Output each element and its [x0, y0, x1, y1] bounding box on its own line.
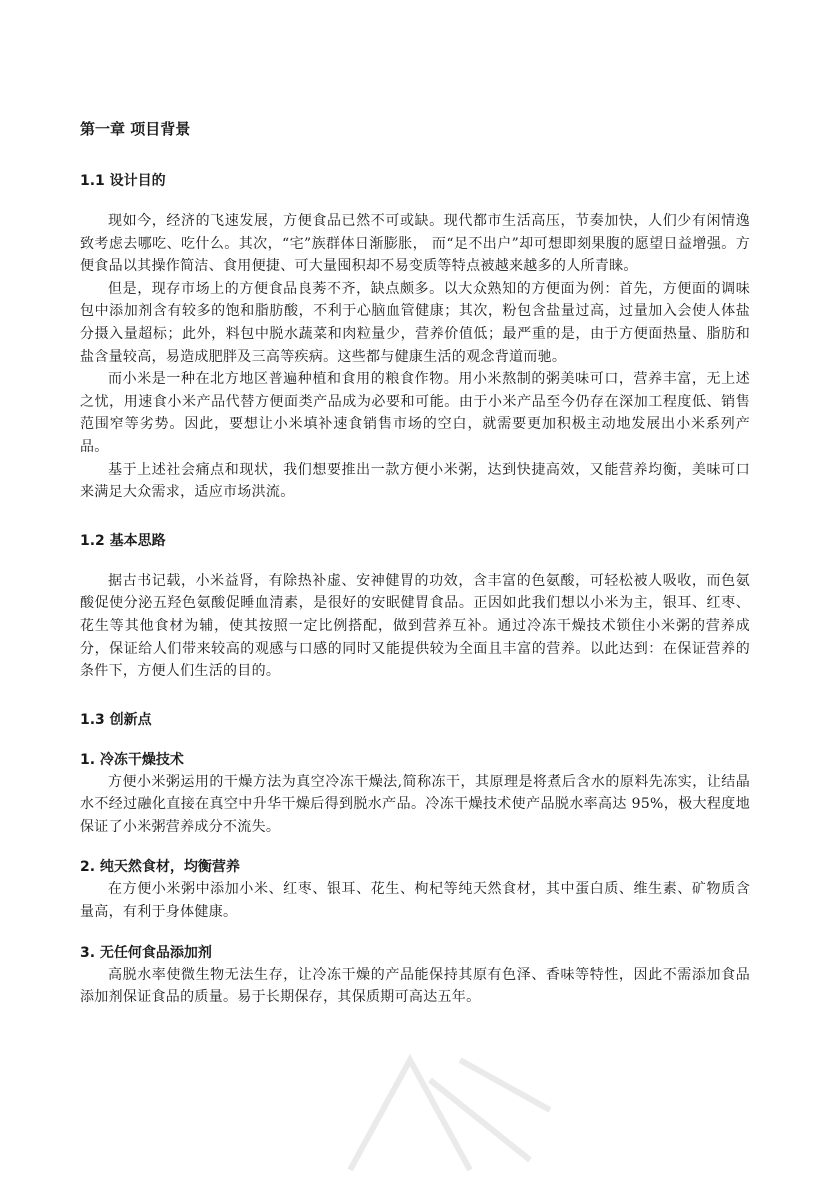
section-design-purpose	[80, 170, 750, 504]
watermark-graphic	[330, 1040, 570, 1180]
paragraph: 但是，现存市场上的方便食品良莠不齐，缺点颇多。以大众熟知的方便面为例：首先，方便面的调味包中添加剂含有较多的饱和脂肪酸，不利于心脑血管健康；其次，粉包含盐量过高，过量加入会使人体盐分摄入量超标；此外，料包中脱水蔬菜和肉粒量少，营养价值低；最严重的是，由于方便面热量、脂肪和盐含量较高，易造成肥胖及三高等疾病。这些都与健康生活的观念背道而驰。	[80, 280, 750, 365]
paragraph: 据古书记载，小米益肾，有除热补虚、安神健胃的功效，含丰富的色氨酸，可轻松被人吸收，而色氨酸促使分泌五羟色氨酸促睡血清素，是很好的安眠健胃食品。正因如此我们想以小米为主，银耳、红枣、花生等其他食材为辅，使其按照一定比例搭配，做到营养互补。通过冷冻干燥技术锁住小米粥的营养成分，保证给人们带来较高的观感与口感的同时又能提供较为全面且丰富的营养。以此达到：在保证营养的条件下，方便人们生活的目的。	[80, 572, 750, 680]
section-heading: 1.2 基本思路	[80, 532, 166, 549]
innovation-title: 1. 冷冻干燥技术	[80, 751, 184, 768]
document-body	[80, 118, 750, 1035]
innovation-title: 3. 无任何食品添加剂	[80, 944, 212, 961]
section-heading: 1.3 创新点	[80, 711, 152, 728]
innovation-title: 2. 纯天然食材，均衡营养	[80, 859, 240, 876]
innovation-item	[80, 942, 750, 1009]
innovation-text: 在方便小米粥中添加小米、红枣、银耳、花生、枸杞等纯天然食材，其中蛋白质、维生素、矿物质含量高，有利于身体健康。	[80, 881, 750, 921]
innovation-text: 高脱水率使微生物无法生存，让冷冻干燥的产品能保持其原有色泽、香味等特性，因此不需添加食品添加剂保证食品的质量。易于长期保存，其保质期可高达五年。	[80, 966, 750, 1006]
paragraph: 基于上述社会痛点和现状，我们想要推出一款方便小米粥，达到快捷高效，又能营养均衡，美味可口来满足大众需求，适应市场洪流。	[80, 461, 750, 501]
section-innovations	[80, 709, 750, 1009]
section-basic-approach	[80, 530, 750, 683]
paragraph: 现如今，经济的飞速发展，方便食品已然不可或缺。现代都市生活高压，节奏加快，人们少有闲情逸致考虑去哪吃、吃什么。其次，“宅”族群体日渐膨胀， 而“足不出户”却可想即刻果腹的愿望日益增强。方便食品以其操作简洁、食用便捷、可大量囤积却不易变质等特点被越来越多的人所青睐。	[80, 213, 750, 275]
section-heading: 1.1 设计目的	[80, 173, 166, 189]
chapter-title: 第一章 项目背景	[80, 120, 191, 138]
innovation-item	[80, 749, 750, 839]
innovation-text: 方便小米粥运用的干燥方法为真空冷冻干燥法,简称冻干，其原理是将煮后含水的原料先冻实，让结晶水不经过融化直接在真空中升华干燥后得到脱水产品。冷冻干燥技术使产品脱水率高达 95%，极大程度地保证了小米粥营养成分不流失。	[80, 773, 750, 835]
innovation-item	[80, 856, 750, 923]
paragraph: 而小米是一种在北方地区普遍种植和食用的粮食作物。用小米熬制的粥美味可口，营养丰富，无上述之忧，用速食小米产品代替方便面类产品成为必要和可能。由于小米产品至今仍存在深加工程度低、销售范围窄等劣势。因此，要想让小米填补速食销售市场的空白，就需要更加积极主动地发展出小米系列产品。	[80, 371, 750, 455]
